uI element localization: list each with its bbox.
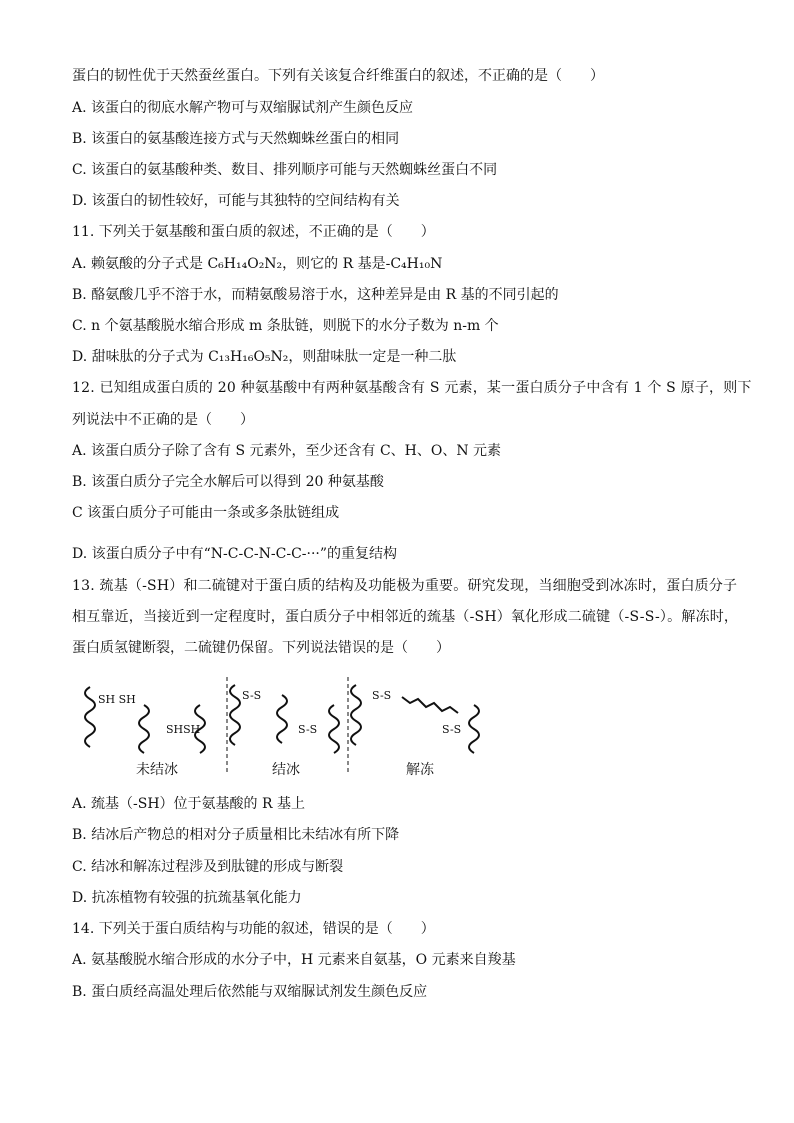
ss-label: S-S (442, 723, 462, 736)
option-b: B. 该蛋白的氨基酸连接方式与天然蜘蛛丝蛋白的相同 (72, 131, 400, 147)
question-12-stem-cont: 列说法中不正确的是（ ） (72, 412, 254, 428)
protein-chain (139, 705, 149, 753)
option-d: D. 甜味肽的分子式为 C₁₃H₁₆O₅N₂，则甜味肽一定是一种二肽 (72, 349, 457, 365)
protein-chain (351, 685, 361, 745)
option-d: D. 该蛋白的韧性较好，可能与其独特的空间结构有关 (72, 193, 400, 209)
ss-label: S-S (242, 689, 262, 702)
option-a: A. 氨基酸脱水缩合形成的水分子中，H 元素来自氨基，O 元素来自羧基 (72, 952, 516, 968)
ss-label: S-S (372, 689, 392, 702)
protein-chain (402, 697, 458, 713)
protein-chain (469, 705, 479, 753)
option-d: D. 抗冻植物有较强的抗巯基氧化能力 (72, 890, 302, 906)
option-c: C. n 个氨基酸脱水缩合形成 m 条肽链，则脱下的水分子数为 n-m 个 (72, 318, 499, 334)
protein-chain (277, 695, 287, 743)
question-14-stem: 14. 下列关于蛋白质结构与功能的叙述，错误的是（ ） (72, 921, 435, 937)
caption-frozen: 结冰 (272, 762, 300, 778)
protein-chain (329, 705, 339, 753)
option-a: A. 巯基（-SH）位于氨基酸的 R 基上 (72, 796, 305, 812)
option-b: B. 酪氨酸几乎不溶于水，而精氨酸易溶于水，这种差异是由 R 基的不同引起的 (72, 287, 559, 303)
option-a: A. 该蛋白质分子除了含有 S 元素外，至少还含有 C、H、O、N 元素 (72, 443, 502, 459)
option-c: C 该蛋白质分子可能由一条或多条肽链组成 (72, 505, 340, 521)
option-a: A. 赖氨酸的分子式是 C₆H₁₄O₂N₂，则它的 R 基是-C₄H₁₀N (72, 256, 443, 272)
option-d: D. 该蛋白质分子中有“N-C-C-N-C-C-···”的重复结构 (72, 546, 398, 562)
protein-chain (85, 687, 95, 747)
sh-label: SH SH (98, 693, 136, 706)
option-c: C. 该蛋白的氨基酸种类、数目、排列顺序可能与天然蜘蛛丝蛋白不同 (72, 162, 498, 178)
option-b: B. 蛋白质经高温处理后依然能与双缩脲试剂发生颜色反应 (72, 984, 428, 1000)
question-13-stem-cont: 相互靠近，当接近到一定程度时，蛋白质分子中相邻近的巯基（-SH）氧化形成二硫键（-S-S-）。解冻时， (72, 609, 739, 625)
protein-chain (230, 685, 240, 745)
question-13-stem: 13. 巯基（-SH）和二硫键对于蛋白质的结构及功能极为重要。研究发现，当细胞受到冰冻时，蛋白质分子 (72, 578, 738, 594)
option-a: A. 该蛋白的彻底水解产物可与双缩脲试剂产生颜色反应 (72, 100, 414, 116)
option-b: B. 结冰后产物总的相对分子质量相比未结冰有所下降 (72, 827, 400, 843)
disulfide-bond-figure (72, 675, 492, 785)
option-c: C. 结冰和解冻过程涉及到肽键的形成与断裂 (72, 859, 344, 875)
caption-unfrozen: 未结冰 (136, 762, 178, 778)
question-12-stem: 12. 已知组成蛋白质的 20 种氨基酸中有两种氨基酸含有 S 元素，某一蛋白质分子中含有 1 个 S 原子，则下 (72, 380, 752, 396)
shsh-label: SHSH (166, 723, 201, 736)
ss-label: S-S (298, 723, 318, 736)
option-b: B. 该蛋白质分子完全水解后可以得到 20 种氨基酸 (72, 474, 384, 490)
caption-thawed: 解冻 (406, 762, 434, 778)
question-13-stem-cont: 蛋白质氢键断裂，二硫键仍保留。下列说法错误的是（ ） (72, 640, 450, 656)
question-11-stem: 11. 下列关于氨基酸和蛋白质的叙述，不正确的是（ ） (72, 224, 435, 240)
text-line: 蛋白的韧性优于天然蚕丝蛋白。下列有关该复合纤维蛋白的叙述，不正确的是（ ） (72, 68, 604, 84)
